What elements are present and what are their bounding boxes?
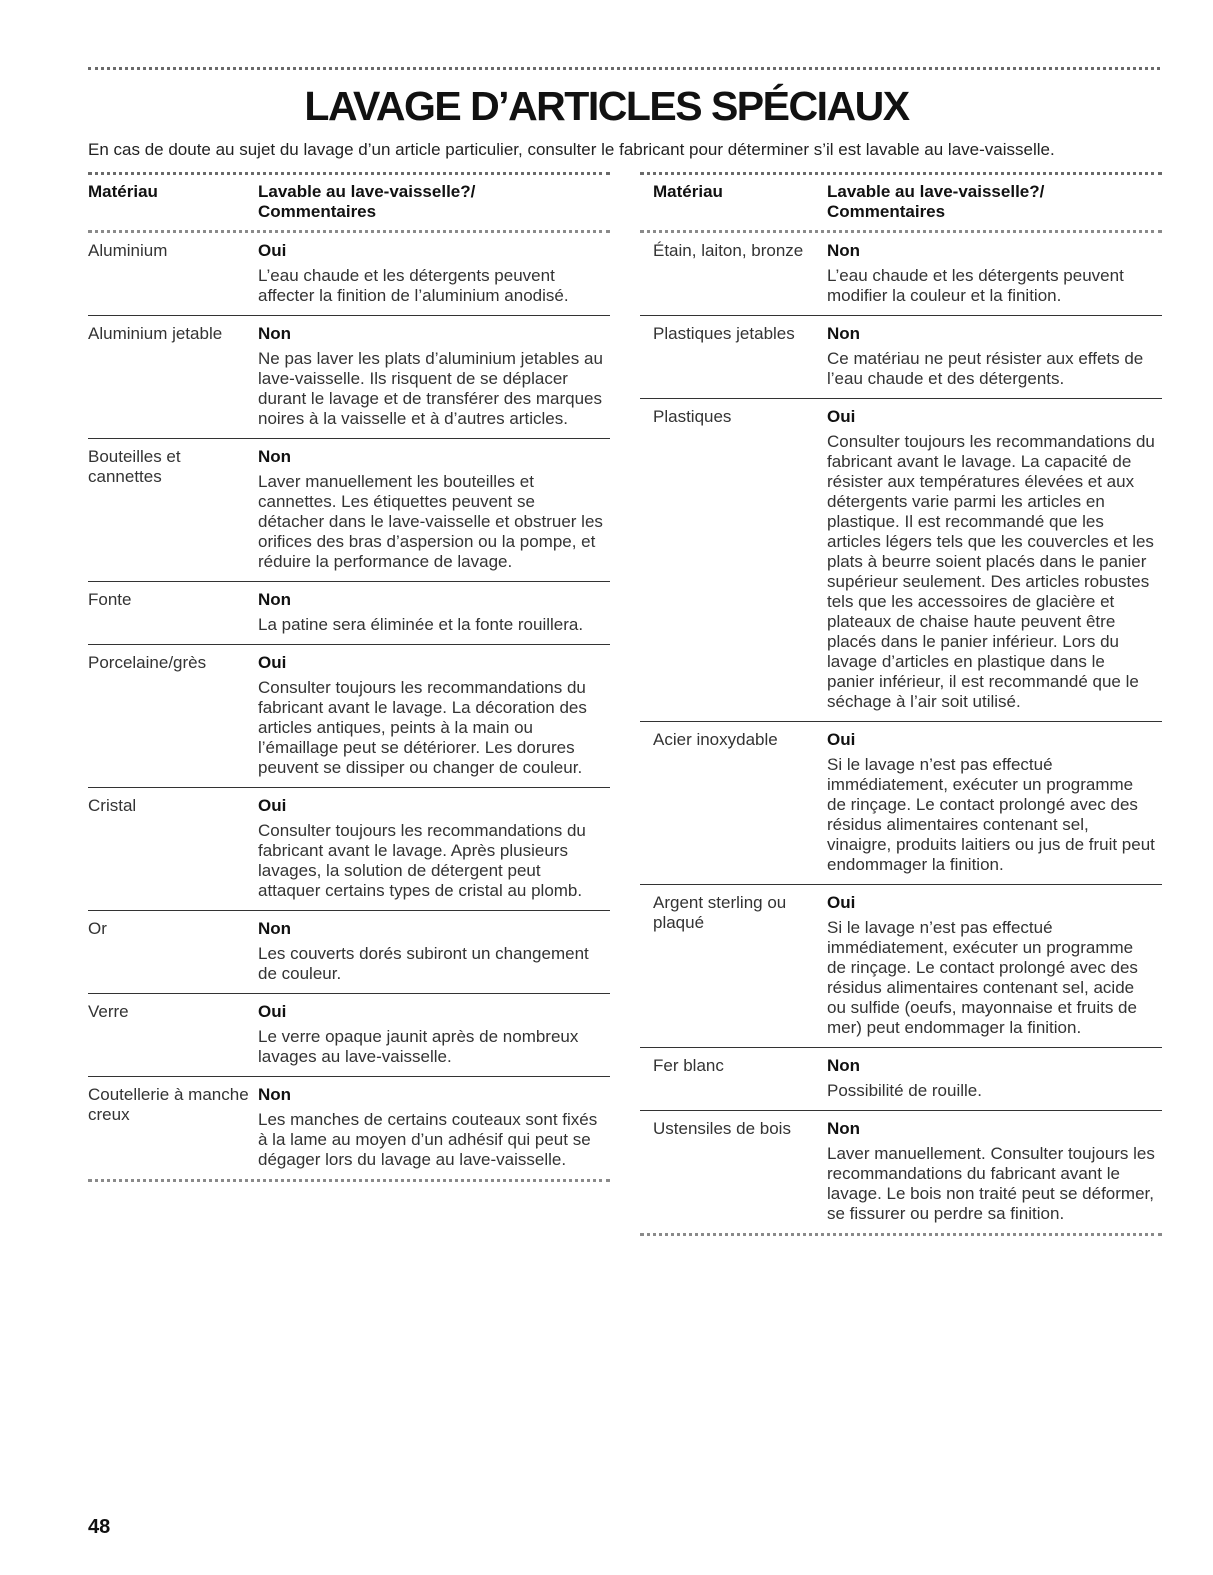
dishwasher-safe-verdict: Non: [258, 919, 292, 938]
comment-cell: [258, 447, 610, 572]
dishwasher-safe-verdict: Non: [827, 241, 861, 260]
materials-table-left: [88, 172, 610, 1182]
table-rows-left: [88, 233, 610, 1182]
material-name: Or: [88, 919, 107, 938]
header-comments: [827, 182, 1162, 222]
dishwasher-safe-verdict: Non: [258, 447, 292, 466]
comment-text: L’eau chaude et les détergents peuvent modifier la couleur et la finition.: [827, 266, 1124, 305]
material-name: Verre: [88, 1002, 129, 1021]
table-row: [88, 439, 610, 582]
comment-text: Laver manuellement les bouteilles et cannettes. Les étiquettes peuvent se détacher dans le lave-vaisselle et obstruer les orifices des bras d’aspersion ou la pompe, et réduire la performance de lavage.: [258, 472, 603, 571]
dishwasher-safe-verdict: Non: [827, 1056, 861, 1075]
comment-cell: [258, 653, 610, 778]
header-comments-line2: Commentaires: [258, 202, 377, 221]
header-comments-line1: Lavable au lave-vaisselle?/: [827, 182, 1045, 201]
comment-cell: [827, 730, 1162, 875]
dishwasher-safe-verdict: Oui: [258, 1002, 287, 1021]
comment-text: Consulter toujours les recommandations du fabricant avant le lavage. La décoration des articles antiques, peints à la main ou l’émaillage peut se détériorer. Les dorures peuvent se dissiper ou changer de couleur.: [258, 678, 587, 777]
comment-cell: [827, 1119, 1162, 1224]
table-row: [640, 1111, 1162, 1236]
material-name: Cristal: [88, 796, 137, 815]
material-name: Étain, laiton, bronze: [653, 241, 804, 260]
header-material: Matériau: [653, 182, 723, 201]
comment-cell: [827, 1056, 1162, 1101]
comment-cell: [258, 1002, 610, 1067]
table-header: [640, 172, 1162, 233]
table-row: [88, 994, 610, 1077]
table-row: [88, 233, 610, 316]
material-name: Argent sterling ou plaqué: [653, 893, 787, 932]
material-name: Plastiques jetables: [653, 324, 795, 343]
dishwasher-safe-verdict: Non: [258, 324, 292, 343]
page-number: 48: [88, 1516, 111, 1538]
comment-cell: [258, 1085, 610, 1170]
comment-text: Ce matériau ne peut résister aux effets de l’eau chaude et des détergents.: [827, 349, 1144, 388]
intro-text: En cas de doute au sujet du lavage d’un article particulier, consulter le fabricant pour déterminer s’il est lavable au lave-vaisselle.: [88, 140, 1055, 159]
comment-cell: [827, 407, 1162, 712]
table-row: [640, 316, 1162, 399]
material-name: Porcelaine/grès: [88, 653, 207, 672]
table-row: [640, 722, 1162, 885]
comment-cell: [258, 324, 610, 429]
comment-cell: [258, 796, 610, 901]
material-name: Aluminium: [88, 241, 168, 260]
table-row: [88, 911, 610, 994]
material-name: Acier inoxydable: [653, 730, 778, 749]
table-row: [640, 233, 1162, 316]
table-row: [640, 399, 1162, 722]
comment-cell: [258, 590, 610, 635]
table-row: [640, 1048, 1162, 1111]
table-row: [88, 788, 610, 911]
dishwasher-safe-verdict: Oui: [258, 653, 287, 672]
comment-text: Laver manuellement. Consulter toujours les recommandations du fabricant avant le lavage. Le bois non traité peut se déformer, se fissurer ou perdre sa finition.: [827, 1144, 1155, 1223]
dishwasher-safe-verdict: Oui: [258, 241, 287, 260]
dishwasher-safe-verdict: Non: [827, 324, 861, 343]
comment-text: L’eau chaude et les détergents peuvent affecter la finition de l’aluminium anodisé.: [258, 266, 569, 305]
material-name: Fer blanc: [653, 1056, 724, 1075]
comment-text: Les couverts dorés subiront un changement de couleur.: [258, 944, 589, 983]
comment-text: Les manches de certains couteaux sont fixés à la lame au moyen d’un adhésif qui peut se dégager lors du lavage au lave-vaisselle.: [258, 1110, 598, 1169]
material-name: Coutellerie à manche creux: [88, 1085, 249, 1124]
table-row: [88, 316, 610, 439]
comment-cell: [827, 324, 1162, 389]
comment-text: Ne pas laver les plats d’aluminium jetables au lave-vaisselle. Ils risquent de se déplacer durant le lavage et de transférer des marques noires à la vaisselle et à d’autres articles.: [258, 349, 603, 428]
comment-cell: [827, 893, 1162, 1038]
material-name: Ustensiles de bois: [653, 1119, 791, 1138]
table-row: [640, 885, 1162, 1048]
comment-text: Consulter toujours les recommandations du fabricant avant le lavage. La capacité de résister aux températures élevées et aux détergents varie parmi les articles en plastique. Il est recommandé que les articles légers tels que les couvercles et les plats à beurre soient placés dans le panier supérieur seulement. Des articles robustes tels que les accessoires de glacière et plateaux de chaise haute peuvent être placés dans le panier inférieur. Lors du lavage d’articles en plastique dans le panier inférieur, il est recommandé que le séchage à l’air soit utilisé.: [827, 432, 1155, 711]
dishwasher-safe-verdict: Non: [258, 590, 292, 609]
page-title: LAVAGE D’ARTICLES SPÉCIAUX: [304, 83, 909, 129]
dishwasher-safe-verdict: Oui: [827, 730, 856, 749]
table-row: [88, 1077, 610, 1182]
comment-text: Le verre opaque jaunit après de nombreux lavages au lave-vaisselle.: [258, 1027, 579, 1066]
top-dotted-rule: [88, 67, 1160, 70]
table-rows-right: [640, 233, 1162, 1236]
comment-cell: [258, 919, 610, 984]
materials-table-right: [640, 172, 1162, 1236]
dishwasher-safe-verdict: Oui: [827, 407, 856, 426]
header-comments-line1: Lavable au lave-vaisselle?/: [258, 182, 476, 201]
header-comments-line2: Commentaires: [827, 202, 946, 221]
material-name: Aluminium jetable: [88, 324, 223, 343]
comment-cell: [827, 241, 1162, 306]
table-row: [88, 645, 610, 788]
material-name: Fonte: [88, 590, 132, 609]
material-name: Bouteilles et cannettes: [88, 447, 181, 486]
header-material: Matériau: [88, 182, 158, 201]
dishwasher-safe-verdict: Non: [258, 1085, 292, 1104]
comment-text: Possibilité de rouille.: [827, 1081, 982, 1100]
dishwasher-safe-verdict: Non: [827, 1119, 861, 1138]
header-comments: [258, 182, 610, 222]
comment-text: Si le lavage n’est pas effectué immédiatement, exécuter un programme de rinçage. Le contact prolongé avec des résidus alimentaires contenant sel, vinaigre, produits laitiers ou jus de fruit peut endommager la finition.: [827, 755, 1155, 874]
table-header: [88, 172, 610, 233]
dishwasher-safe-verdict: Oui: [258, 796, 287, 815]
table-row: [88, 582, 610, 645]
comment-cell: [258, 241, 610, 306]
material-name: Plastiques: [653, 407, 732, 426]
comment-text: Si le lavage n’est pas effectué immédiatement, exécuter un programme de rinçage. Le contact prolongé avec des résidus alimentaires contenant sel, acide ou sulfide (oeufs, mayonnaise et fruits de mer) peut endommager la finition.: [827, 918, 1138, 1037]
dishwasher-safe-verdict: Oui: [827, 893, 856, 912]
comment-text: La patine sera éliminée et la fonte rouillera.: [258, 615, 584, 634]
comment-text: Consulter toujours les recommandations du fabricant avant le lavage. Après plusieurs lavages, la solution de détergent peut attaquer certains types de cristal au plomb.: [258, 821, 586, 900]
